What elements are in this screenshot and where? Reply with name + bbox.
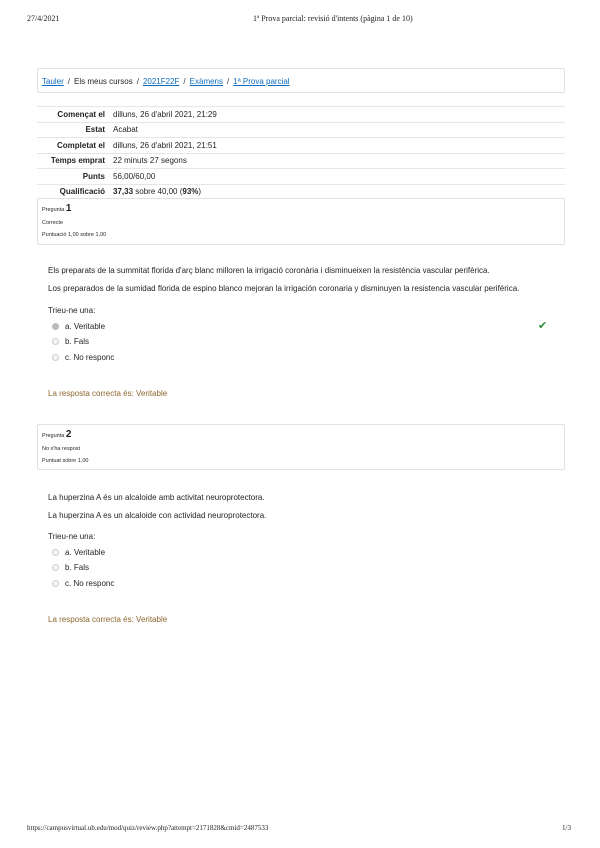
option-b[interactable]: b. Fals [52, 563, 89, 572]
question-text-ca: Els preparats de la summitat florida d'arç blanc milloren la irrigació coronària i disminueixen la resistència vascular perifèrica. [48, 266, 490, 275]
print-date: 27/4/2021 [27, 14, 60, 23]
summary-row-time: Temps emprat 22 minuts 27 segons [37, 153, 565, 169]
attempt-summary-table [37, 106, 565, 199]
choose-prompt: Trieu-ne una: [48, 532, 96, 541]
question-mark: Puntuació 1,00 sobre 1,00 [42, 232, 107, 238]
question-mark: Puntuat sobre 1,00 [42, 458, 89, 464]
question-1-info: Pregunta 1 Correcte Puntuació 1,00 sobre 1,00 [37, 198, 565, 245]
summary-row-state: Estat Acabat [37, 122, 565, 138]
question-text-ca: La huperzina A és un alcaloide amb activitat neuroprotectora. [48, 493, 265, 502]
breadcrumb-tauler[interactable]: Tauler [42, 77, 64, 86]
radio[interactable] [52, 564, 59, 571]
radio-selected[interactable] [52, 323, 59, 330]
question-text-es: La huperzina A es un alcaloide con actividad neuroprotectora. [48, 511, 267, 520]
print-page-number: 1/3 [562, 824, 571, 832]
choose-prompt: Trieu-ne una: [48, 306, 96, 315]
right-answer: La resposta correcta és: Veritable [48, 615, 168, 624]
breadcrumb-course[interactable]: 2021F22F [142, 77, 180, 86]
breadcrumb-exams[interactable]: Exàmens [189, 77, 224, 86]
question-2-info: Pregunta 2 No s'ha respost Puntuat sobre 1,00 [37, 424, 565, 470]
breadcrumb: Tauler / Els meus cursos / 2021F22F / Exàmens / 1ª Prova parcial [37, 68, 565, 93]
breadcrumb-my-courses: Els meus cursos [74, 77, 133, 86]
radio[interactable] [52, 580, 59, 587]
summary-row-grade: Qualificació 37,33 sobre 40,00 (93%) [37, 184, 565, 200]
summary-row-started: Començat el dilluns, 26 d'abril 2021, 21:29 [37, 106, 565, 122]
summary-row-completed: Completat el dilluns, 26 d'abril 2021, 21:51 [37, 137, 565, 153]
print-title: 1ª Prova parcial: revisió d'intents (pàgina 1 de 10) [253, 14, 413, 23]
option-b[interactable]: b. Fals [52, 337, 89, 346]
option-a[interactable]: a. Veritable [52, 548, 105, 557]
question-state: Correcte [42, 220, 64, 226]
radio[interactable] [52, 338, 59, 345]
radio[interactable] [52, 354, 59, 361]
radio[interactable] [52, 549, 59, 556]
question-state: No s'ha respost [42, 446, 81, 452]
option-a[interactable]: a. Veritable [52, 322, 105, 331]
option-c[interactable]: c. No responc [52, 579, 114, 588]
question-text-es: Los preparados de la sumidad florida de espino blanco mejoran la irrigación coronaria y disminuyen la resistencia vascular periférica. [48, 284, 520, 293]
breadcrumb-quiz[interactable]: 1ª Prova parcial [233, 77, 290, 86]
right-answer: La resposta correcta és: Veritable [48, 389, 168, 398]
print-url: https://campusvirtual.ub.edu/mod/quiz/review.php?attempt=2171828&cmid=2487533 [27, 824, 269, 832]
correct-check-icon: ✔ [538, 320, 548, 332]
summary-row-points: Punts 56,00/60,00 [37, 168, 565, 184]
option-c[interactable]: c. No responc [52, 353, 114, 362]
